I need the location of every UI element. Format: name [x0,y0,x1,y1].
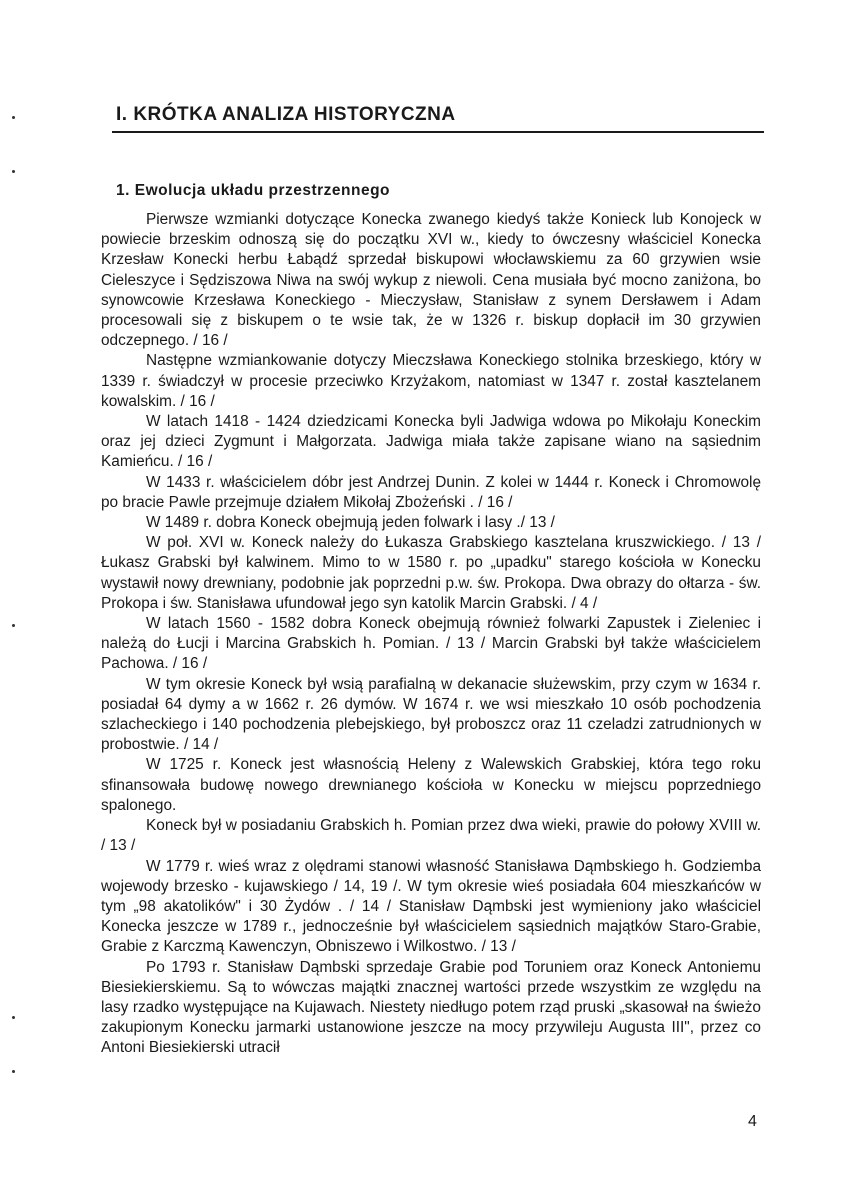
chapter-heading: I. KRÓTKA ANALIZA HISTORYCZNA [116,104,456,125]
paragraph: W 1433 r. właścicielem dóbr jest Andrzej Dunin. Z kolei w 1444 r. Koneck i Chromowolę po bracie Pawle przejmuje działem Mikołaj Zbożeński . / 16 / [101,473,761,511]
paragraph: Po 1793 r. Stanisław Dąmbski sprzedaje Grabie pod Toruniem oraz Koneck Antoniemu Biesiekierskiemu. Są to wówczas majątki znacznej wartości przede wszystkim ze względu na lasy rzadko występujące na Kujawach. Niestety niedługo potem rząd pruski „skasował na świeżo zakupionym Konecku jarmarki ustanowione jeszcze na mocy przywileju Augusta III", przez co Antoni Biesiekierski utracił [101,958,761,1057]
page-number: 4 [748,1113,757,1130]
paragraph: Następne wzmiankowanie dotyczy Mieczsława Koneckiego stolnika brzeskiego, który w 1339 r. świadczył w procesie przeciwko Krzyżakom, natomiast w 1347 r. został kasztelanem kowalskim. / 16 / [101,352,761,410]
scan-mark [12,1016,15,1019]
paragraph: W latach 1418 - 1424 dziedzicami Konecka byli Jadwiga wdowa po Mikołaju Koneckim oraz jej dzieci Zygmunt i Małgorzata. Jadwiga miała także zapisane wiano na sąsiednim Kamieńcu. / 16 / [101,413,761,471]
scan-mark [12,624,15,627]
paragraph: W tym okresie Koneck był wsią parafialną w dekanacie służewskim, przy czym w 1634 r. posiadał 64 dymy a w 1662 r. 26 dymów. W 1674 r. we wsi mieszkało 10 osób pochodzenia szlacheckiego i 140 pochodzenia plebejskiego, był proboszcz oraz 11 czeladzi zatrudnionych w probostwie. / 14 / [101,675,761,754]
scan-mark [12,1070,15,1073]
scan-mark [12,170,15,173]
section-title: 1. Ewolucja układu przestrzennego [116,182,391,199]
paragraph: Koneck był w posiadaniu Grabskich h. Pomian przez dwa wieki, prawie do połowy XVIII w. / 13 / [101,817,761,855]
paragraph: W 1725 r. Koneck jest własnością Heleny z Walewskich Grabskiej, która tego roku sfinansowała budowę nowego drewnianego kościoła w Konecku w miejscu poprzedniego spalonego. [101,756,761,814]
body-text [101,210,761,1059]
paragraph: W 1779 r. wieś wraz z olędrami stanowi własność Stanisława Dąmbskiego h. Godziemba wojewody brzesko - kujawskiego / 14, 19 /. W tym okresie wieś posiadała 604 mieszkańców w tym „98 akatolików" i 30 Żydów . / 14 / Stanisław Dąmbski jest wymieniony jako właściciel Konecka jeszcze w 1789 r., jednocześnie był właścicielem sąsiednich majątków Staro-Grabie, Grabie z Karczmą Kawenczyn, Obniszewo i Wilkostwo. / 13 / [101,857,761,956]
paragraph: W poł. XVI w. Koneck należy do Łukasza Grabskiego kasztelana kruszwickiego. / 13 / Łukasz Grabski był kalwinem. Mimo to w 1580 r. po „upadku" starego kościoła w Konecku wystawił nowy drewniany, podobnie jak poprzedni p.w. św. Prokopa. Dwa obrazy do ołtarza - św. Prokopa i św. Stanisława ufundował jego syn katolik Marcin Grabski. / 4 / [101,534,761,612]
heading-underline [112,131,764,133]
scan-mark [12,116,15,119]
paragraph: W latach 1560 - 1582 dobra Koneck obejmują również folwarki Zapustek i Zieleniec i należą do Łucji i Marcina Grabskich h. Pomian. / 13 / Marcin Grabski był także właścicielem Pachowa. / 16 / [101,615,761,673]
paragraph: W 1489 r. dobra Koneck obejmują jeden folwark i lasy ./ 13 / [146,514,555,532]
paragraph: Pierwsze wzmianki dotyczące Konecka zwanego kiedyś także Konieck lub Konojeck w powiecie brzeskim odnoszą się do początku XVI w., kiedy to ówczesny właściciel Konecka Krzesław Konecki herbu Łabądź sprzedał biskupowi włocławskiemu za 60 grzywien wsie Cieleszyce i Sędziszowa Niwa na swój wykup z niewoli. Cena musiała być mocno zaniżona, bo synowcowie Krzesława Koneckiego - Mieczysław, Stanisław z synem Dersławem i Adam procesowali się z biskupem o te wsie tak, że w 1326 r. biskup dopłacił im 30 grzywien odczepnego. / 16 / [101,211,761,350]
